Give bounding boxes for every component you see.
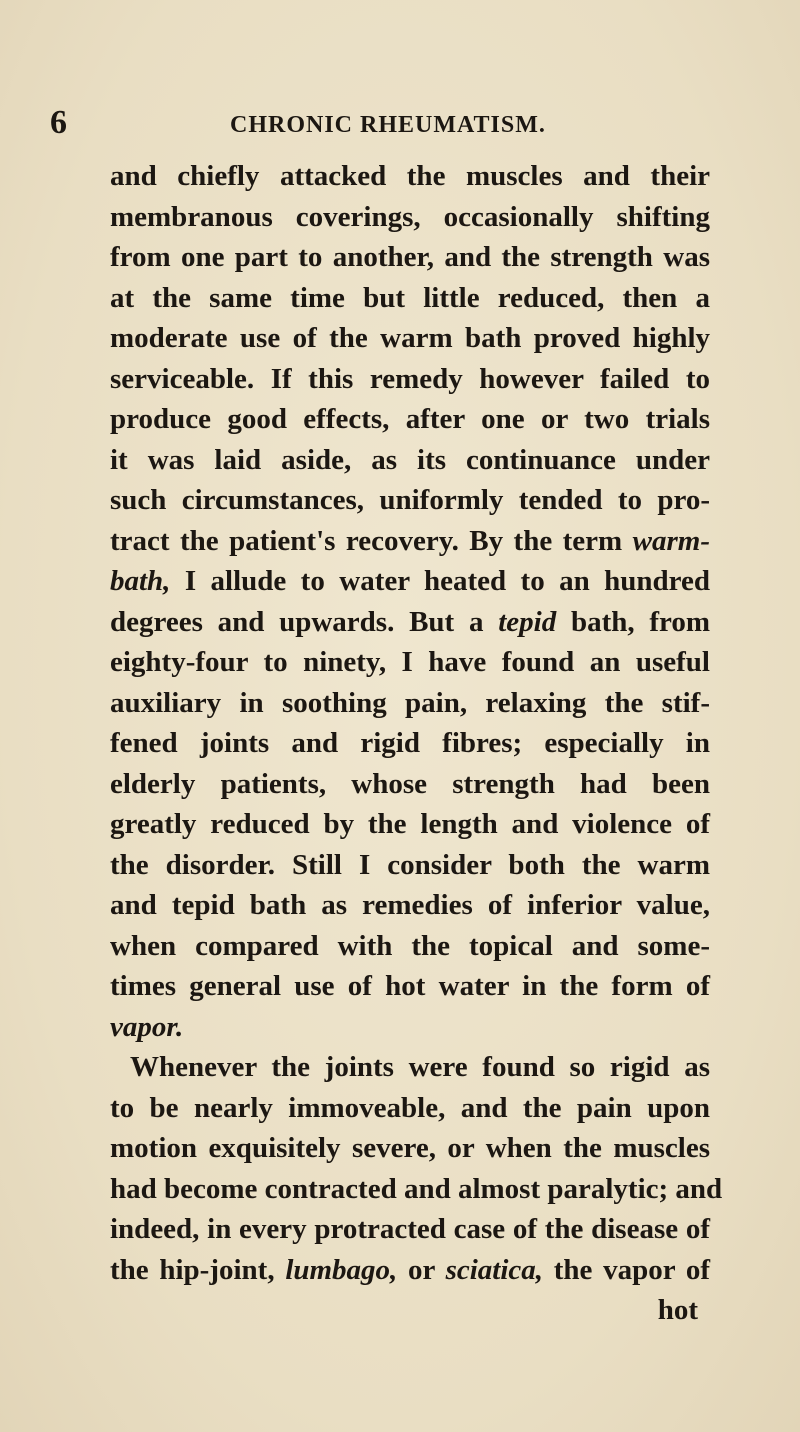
line-text: or	[397, 1253, 446, 1286]
line-text: membranous coverings, occasionally shifting	[110, 200, 710, 233]
line-text: I allude to water heated to an hundred	[170, 565, 710, 597]
line-text: at the same time but little reduced, then a	[110, 281, 710, 314]
text-line	[110, 1128, 710, 1169]
line-text: fened joints and rigid fibres; especially in	[110, 727, 710, 759]
line-text: Whenever the joints were found so rigid as	[130, 1051, 710, 1083]
text-line	[110, 1169, 723, 1210]
text-line	[110, 885, 710, 926]
line-text: and tepid bath as remedies of inferior value,	[110, 889, 710, 921]
line-text: produce good effects, after one or two trials	[110, 403, 710, 435]
line-text: greatly reduced by the length and violence of	[110, 808, 710, 840]
line-text: tract the patient's recovery. By the term	[110, 524, 633, 557]
line-text: serviceable. If this remedy however failed to	[110, 362, 710, 395]
italic-text: warm-	[632, 524, 710, 557]
italic-text: vapor.	[110, 1010, 184, 1043]
line-text: indeed, in every protracted case of the disease of	[110, 1213, 710, 1245]
text-line	[110, 966, 710, 1007]
text-line	[110, 723, 710, 764]
text-line	[110, 1007, 710, 1048]
line-text: eighty-four to ninety, I have found an useful	[110, 646, 710, 678]
body-text	[110, 156, 723, 1331]
page-header	[50, 104, 690, 144]
line-text: elderly patients, whose strength had been	[110, 767, 710, 800]
line-text: it was laid aside, as its continuance under	[110, 443, 710, 476]
text-line	[110, 359, 710, 400]
text-line	[110, 480, 710, 521]
running-head: CHRONIC RHEUMATISM.	[230, 112, 546, 138]
line-text: from one part to another, and the strength was	[110, 241, 710, 273]
text-line	[110, 156, 710, 197]
text-line	[110, 318, 710, 359]
line-text: moderate use of the warm bath proved highly	[110, 322, 710, 354]
catchword	[110, 1290, 710, 1331]
line-text: the disorder. Still I consider both the warm	[110, 848, 710, 881]
text-line	[110, 561, 710, 602]
line-text: the vapor of	[543, 1253, 710, 1286]
line-text: times general use of hot water in the form of	[110, 970, 710, 1002]
italic-text: sciatica,	[445, 1253, 544, 1286]
line-text: the hip-joint,	[110, 1253, 286, 1286]
text-line	[110, 440, 710, 481]
line-text: and chiefly attacked the muscles and their	[110, 160, 710, 192]
text-line	[110, 683, 710, 724]
line-text: to be nearly immoveable, and the pain upon	[110, 1091, 710, 1124]
text-line	[110, 237, 710, 278]
text-line	[110, 602, 710, 643]
italic-text: lumbago,	[285, 1253, 398, 1286]
line-text: hot	[657, 1294, 698, 1326]
text-line	[110, 804, 710, 845]
text-line	[110, 1250, 710, 1291]
italic-text: bath,	[110, 565, 171, 597]
text-line	[110, 926, 710, 967]
line-text: bath, from	[556, 605, 711, 638]
line-text: auxiliary in soothing pain, relaxing the stif-	[110, 686, 710, 719]
text-line	[110, 1209, 710, 1250]
text-line	[110, 764, 710, 805]
line-text: when compared with the topical and some-	[110, 929, 710, 962]
italic-text: tepid	[498, 605, 557, 638]
text-line	[110, 399, 710, 440]
text-line	[110, 1088, 710, 1129]
text-line	[110, 197, 710, 238]
text-line	[110, 521, 710, 562]
text-line	[110, 845, 710, 886]
page-number: 6	[50, 104, 67, 141]
line-text: degrees and upwards. But a	[110, 605, 499, 638]
text-line	[110, 642, 710, 683]
line-text: had become contracted and almost paralytic; and	[110, 1172, 723, 1205]
text-line	[110, 1047, 710, 1088]
line-text: such circumstances, uniformly tended to pro-	[110, 484, 710, 516]
text-line	[110, 278, 710, 319]
line-text: motion exquisitely severe, or when the muscles	[110, 1132, 710, 1164]
